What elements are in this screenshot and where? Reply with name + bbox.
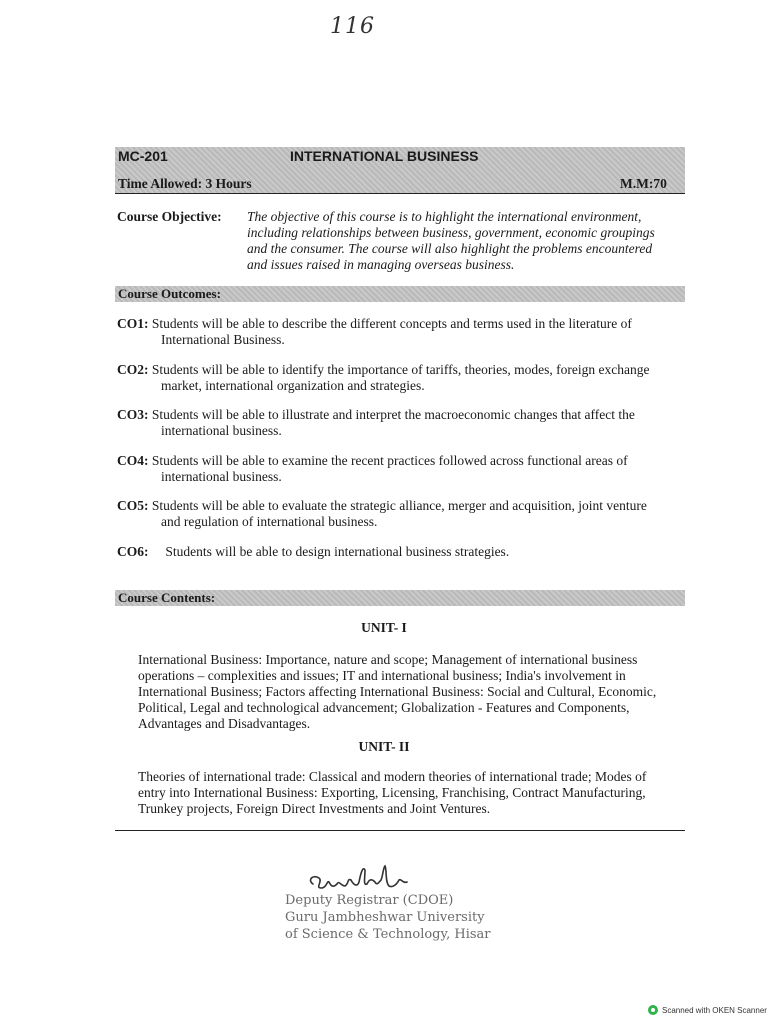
outcome-text-continued: international business.	[161, 423, 282, 438]
unit-2-text	[138, 769, 683, 817]
objective-line: including relationships between business, government, economic groupings	[247, 225, 655, 240]
objective-line: The objective of this course is to highlight the international environment,	[247, 209, 642, 224]
outcome-text: Students will be able to examine the recent practices followed across functional areas of	[148, 453, 628, 468]
outcome-text-continued: international business.	[161, 469, 282, 484]
stamp-line: Guru Jambheshwar University	[285, 910, 485, 925]
outcome-text-continued: and regulation of international business.	[161, 514, 378, 529]
outcome-item	[117, 453, 687, 485]
outcome-code: CO4:	[117, 453, 149, 468]
objective-line: and the consumer. The course will also highlight the problems encountered	[247, 241, 653, 256]
signature	[305, 862, 415, 896]
course-title: INTERNATIONAL BUSINESS	[290, 148, 479, 164]
unit-1-line: Advantages and Disadvantages.	[138, 716, 311, 731]
outcome-text-continued: International Business.	[161, 332, 285, 347]
unit-2-line: Theories of international trade: Classical and modern theories of international trade; Modes of	[138, 769, 647, 784]
outcome-item	[117, 544, 687, 560]
outcome-code: CO1:	[117, 316, 149, 331]
outcome-item	[117, 407, 687, 439]
outcome-text: Students will be able to evaluate the strategic alliance, merger and acquisition, joint venture	[148, 498, 647, 513]
stamp-line: of Science & Technology, Hisar	[285, 927, 491, 942]
course-objective-label: Course Objective:	[117, 209, 222, 224]
unit-1-line: International Business; Factors affecting International Business: Social and Cultural, Economic,	[138, 684, 657, 699]
outcome-code: CO5:	[117, 498, 149, 513]
course-code: MC-201	[118, 148, 168, 164]
registrar-stamp	[285, 892, 491, 943]
outcome-item	[117, 362, 687, 394]
time-allowed: Time Allowed: 3 Hours	[118, 176, 252, 191]
scanner-watermark	[648, 1005, 767, 1015]
outcome-code: CO3:	[117, 407, 149, 422]
stamp-line: Deputy Registrar (CDOE)	[285, 893, 454, 908]
outcome-text: Students will be able to identify the importance of tariffs, theories, modes, foreign exchange	[148, 362, 650, 377]
outcome-item	[117, 498, 687, 530]
objective-line: and issues raised in managing overseas business.	[247, 257, 515, 272]
scanner-logo-icon	[648, 1005, 658, 1015]
outcome-text: Students will be able to describe the different concepts and terms used in the literature of	[148, 316, 632, 331]
outcome-text-continued: market, international organization and strategies.	[161, 378, 425, 393]
unit-1-title: UNIT- I	[361, 620, 407, 635]
unit-2-line: Trunkey projects, Foreign Direct Investments and Joint Ventures.	[138, 801, 491, 816]
outcome-text: Students will be able to design international business strategies.	[148, 544, 510, 559]
outcome-item	[117, 316, 687, 348]
unit-1-line: International Business: Importance, nature and scope; Management of international business	[138, 652, 638, 667]
course-objective-text	[247, 209, 692, 273]
outcome-code: CO6:	[117, 544, 149, 559]
unit-1-line: operations – complexities and issues; IT and international business; India's involvement in	[138, 668, 626, 683]
scanner-label: Scanned with OKEN Scanner	[662, 1005, 767, 1015]
outcome-text: Students will be able to illustrate and interpret the macroeconomic changes that affect the	[148, 407, 635, 422]
outcome-code: CO2:	[117, 362, 149, 377]
max-marks: M.M:70	[620, 176, 667, 191]
unit-1-text	[138, 652, 683, 732]
course-contents-heading: Course Contents:	[118, 590, 216, 605]
unit-2-line: entry into International Business: Exporting, Licensing, Franchising, Contract Manufacturing,	[138, 785, 646, 800]
course-outcomes-heading: Course Outcomes:	[118, 286, 221, 301]
bottom-divider	[115, 830, 685, 831]
unit-1-line: Political, Legal and technological advancement; Globalization - Features and Components,	[138, 700, 630, 715]
unit-2-title: UNIT- II	[358, 739, 410, 754]
page-number: 116	[330, 14, 375, 39]
